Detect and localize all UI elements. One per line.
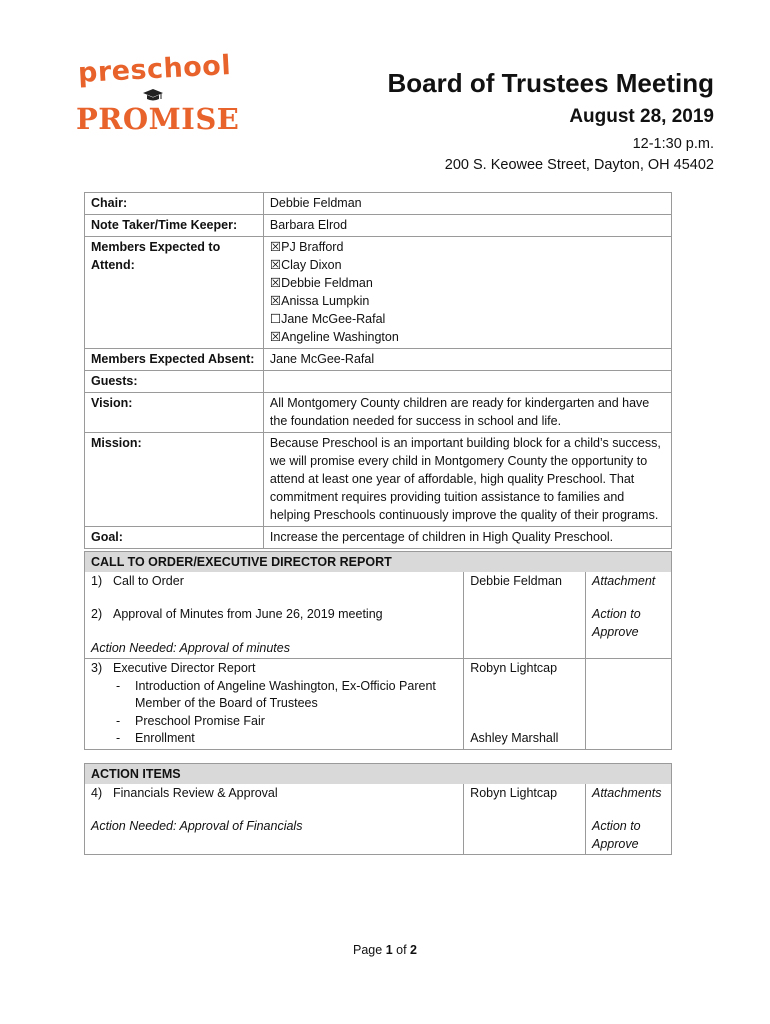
checkbox-checked-icon: ☒ [269, 240, 282, 254]
checkbox-checked-icon: ☒ [269, 330, 282, 344]
attachment-note: Attachment [592, 573, 656, 588]
sub-item: - Introduction of Angeline Washington, Ex-Officio Parent Member of the Board of Trustees [116, 678, 436, 710]
item-number: 3) [91, 661, 103, 675]
section-heading: ACTION ITEMS [85, 764, 672, 784]
sub-item: - Enrollment [116, 731, 195, 745]
presenter: Ashley Marshall [470, 730, 559, 745]
vision-label: Vision: [85, 393, 264, 433]
guests-label: Guests: [85, 371, 264, 393]
checkbox-checked-icon: ☒ [269, 258, 282, 272]
member-item: ☒PJ Brafford [269, 240, 344, 254]
agenda-item-3 [85, 659, 672, 750]
chair-label: Chair: [85, 193, 264, 215]
item-number: 4) [91, 785, 103, 800]
checkbox-checked-icon: ☒ [269, 294, 282, 308]
item-title: Financials Review & Approval [113, 785, 278, 800]
page-number: Page 1 of 2 [353, 943, 417, 957]
item-number: 2) [91, 607, 103, 621]
item-number: 1) [91, 573, 103, 588]
mission-value: Because Preschool is an important building block for a child’s success, we will promise every child in Montgomery County the opportunity to attend at least one year of affordable, high quality Preschool. That commitment requires providing tuition assistance to families and helping Preschools continuously improve the quality of their programs. [263, 433, 671, 527]
section-heading: CALL TO ORDER/EXECUTIVE DIRECTOR REPORT [85, 552, 672, 572]
action-needed: Action Needed: Approval of minutes [91, 640, 290, 655]
member-item: ☒Debbie Feldman [269, 276, 373, 290]
logo-text-preschool: preschool [77, 50, 232, 89]
checkbox-checked-icon: ☒ [269, 276, 282, 290]
attachment-note: Attachments [592, 785, 662, 800]
logo-text-promise: PROMISE [76, 102, 240, 136]
agenda-item-1 [85, 572, 672, 659]
note-taker-label: Note Taker/Time Keeper: [85, 215, 264, 237]
item-title: Call to Order [113, 573, 184, 588]
members-list [263, 237, 671, 349]
members-row [85, 237, 672, 349]
chair-row [85, 193, 672, 215]
sub-item: - Preschool Promise Fair [116, 713, 265, 728]
meeting-address: 200 S. Keowee Street, Dayton, OH 45402 [444, 157, 714, 173]
guests-row [85, 371, 672, 393]
note-taker-value: Barbara Elrod [263, 215, 671, 237]
action-note: Action to Approve [592, 607, 641, 639]
meeting-time: 12-1:30 p.m. [632, 136, 714, 152]
meeting-info-table [84, 192, 672, 549]
vision-row [85, 393, 672, 433]
action-note: Action to Approve [592, 819, 641, 851]
meeting-title: Board of Trustees Meeting [387, 68, 714, 98]
goal-row [85, 527, 672, 549]
item-title: Executive Director Report [113, 661, 256, 675]
presenter: Robyn Lightcap [470, 661, 558, 675]
member-item: ☐Jane McGee-Rafal [269, 312, 386, 326]
vision-value: All Montgomery County children are ready for kindergarten and have the foundation needed for success in school and life. [263, 393, 671, 433]
graduation-cap-icon [142, 88, 164, 102]
goal-value: Increase the percentage of children in High Quality Preschool. [263, 527, 671, 549]
preschool-promise-logo [76, 50, 240, 138]
absent-row [85, 349, 672, 371]
mission-label: Mission: [85, 433, 264, 527]
chair-value: Debbie Feldman [263, 193, 671, 215]
agenda-section-action-items [84, 763, 672, 855]
absent-label: Members Expected Absent: [85, 349, 264, 371]
note-taker-row [85, 215, 672, 237]
item-title: Approval of Minutes from June 26, 2019 meeting [113, 607, 383, 621]
member-item: ☒Clay Dixon [269, 258, 342, 272]
checkbox-unchecked-icon: ☐ [269, 312, 282, 326]
meeting-date: August 28, 2019 [569, 106, 714, 127]
guests-value [263, 371, 671, 393]
agenda-section-call-to-order [84, 551, 672, 750]
members-label: Members Expected to Attend: [85, 237, 264, 349]
member-item: ☒Angeline Washington [269, 330, 399, 344]
goal-label: Goal: [85, 527, 264, 549]
presenter: Robyn Lightcap [470, 785, 558, 800]
member-item: ☒Anissa Lumpkin [269, 294, 370, 308]
action-needed: Action Needed: Approval of Financials [91, 819, 303, 833]
agenda-item-4 [85, 784, 672, 855]
mission-row [85, 433, 672, 527]
absent-value: Jane McGee-Rafal [263, 349, 671, 371]
presenter: Debbie Feldman [470, 573, 562, 588]
